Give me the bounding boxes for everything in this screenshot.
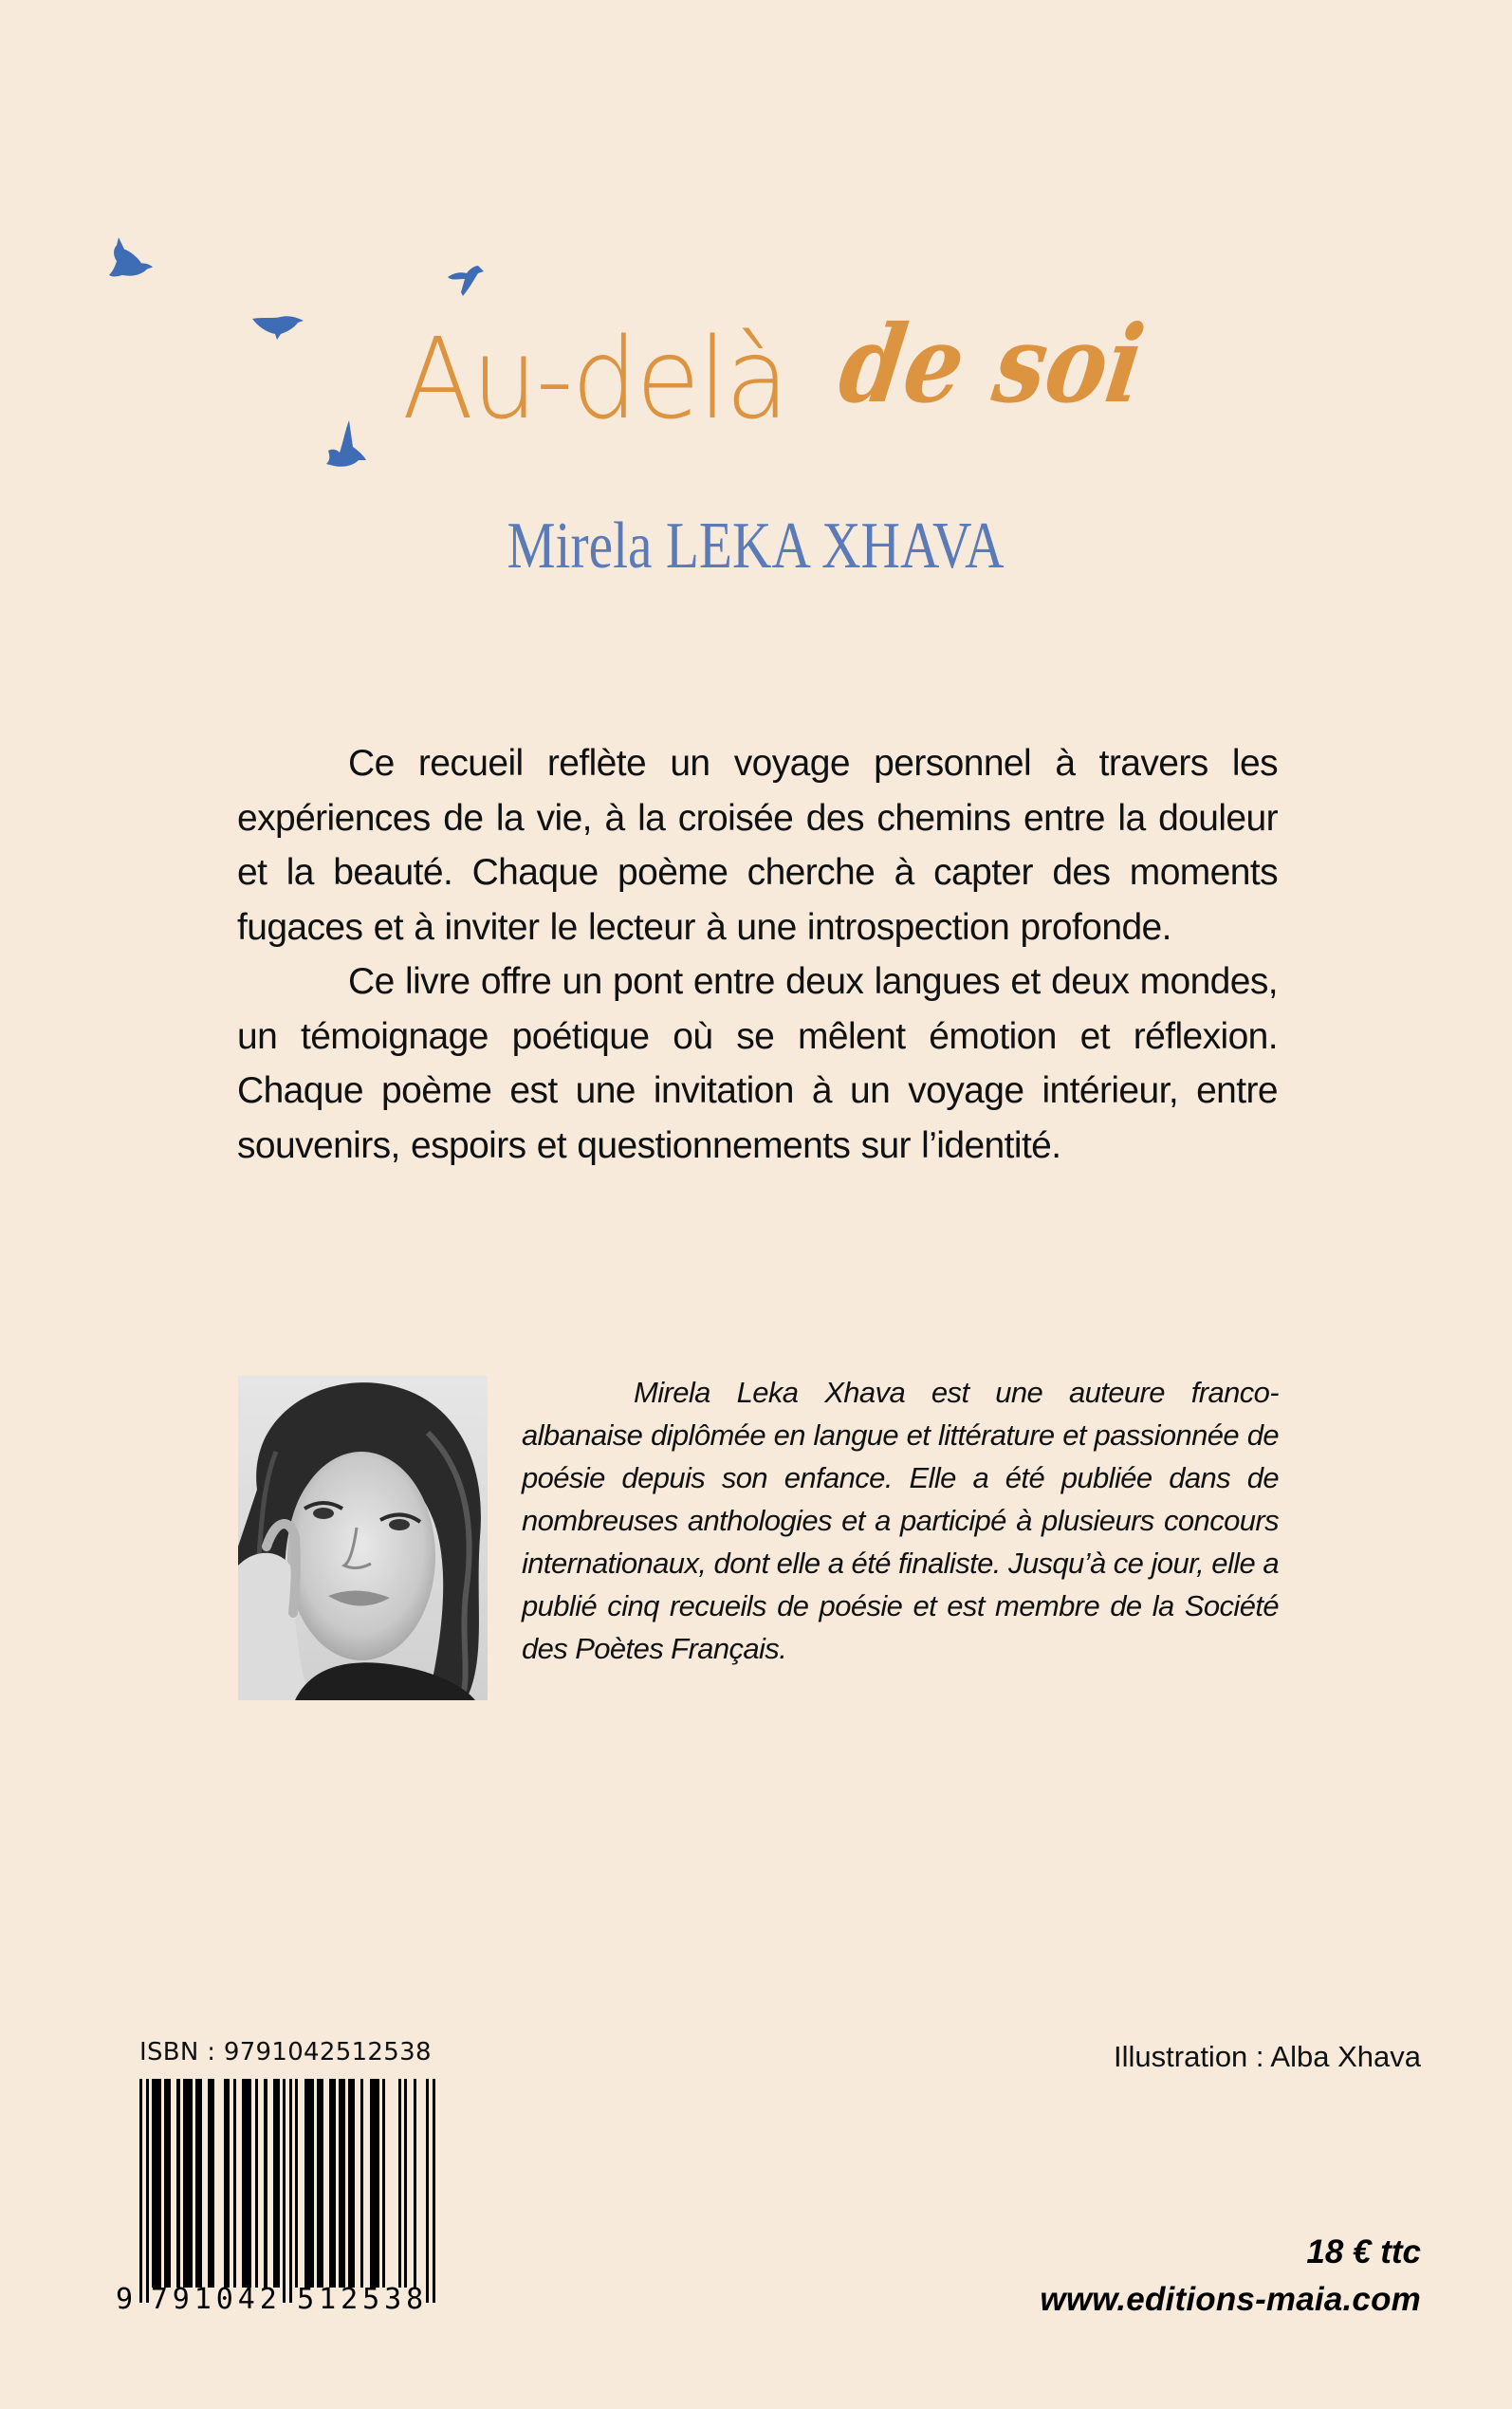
barcode-digit: 4 <box>237 2283 255 2316</box>
barcode-bar <box>433 2079 435 2303</box>
bird-icon <box>326 420 366 468</box>
barcode-bar <box>195 2079 202 2288</box>
bird-icon <box>252 315 304 340</box>
barcode-bar <box>382 2079 385 2288</box>
barcode-bar <box>329 2079 336 2288</box>
author-name-text: Mirela LEKA XHAVA <box>507 510 1005 583</box>
barcode-digit: 5 <box>297 2283 315 2316</box>
bird-icon <box>109 235 153 277</box>
barcode-bar <box>242 2079 251 2288</box>
barcode-digit: 3 <box>384 2283 402 2316</box>
back-cover-blurb <box>237 736 1278 1173</box>
barcode-digit: 8 <box>406 2283 424 2316</box>
price: 18 € ttc <box>1306 2233 1421 2270</box>
barcode-bar <box>426 2079 429 2303</box>
barcode-bar <box>224 2079 230 2288</box>
barcode-bar <box>264 2079 267 2288</box>
barcode-bar <box>273 2079 280 2288</box>
barcode-digit: 1 <box>319 2283 337 2316</box>
barcode-bar <box>398 2079 401 2288</box>
barcode-bar <box>289 2079 292 2303</box>
author-bio-text: Mirela Leka Xhava est une auteure franco-albanaise diplômée en langue et littérature et passionnée de poésie depuis son enfance. Elle a été publiée dans de nombreuses anthologies et a participé à plusieurs concours internationaux, dont elle a été finaliste. Jusqu’à ce jour, elle a publié cinq recueils de poésie et est membre de la Société des Poètes Français. <box>522 1376 1279 1665</box>
barcode-bar <box>146 2079 149 2303</box>
publisher-website[interactable]: www.editions-maia.com <box>1040 2281 1421 2318</box>
author-name <box>0 509 1512 584</box>
isbn-label: ISBN : 9791042512538 <box>139 2038 432 2066</box>
barcode-bar <box>348 2079 355 2288</box>
barcode-digit: 2 <box>341 2283 359 2316</box>
author-bio <box>522 1371 1279 1670</box>
barcode-digit: 0 <box>215 2283 233 2316</box>
barcode-bar <box>183 2079 193 2288</box>
barcode-bar <box>283 2079 286 2303</box>
barcode-bar <box>370 2079 379 2288</box>
isbn-barcode <box>139 2079 435 2303</box>
barcode-bar <box>255 2079 258 2288</box>
portrait-image <box>238 1376 488 1700</box>
barcode-digit: 7 <box>150 2283 168 2316</box>
barcode-digit: 2 <box>259 2283 277 2316</box>
barcode-bar <box>176 2079 179 2288</box>
bird-icon <box>448 266 484 296</box>
book-title-main: Au-delà <box>402 313 788 444</box>
barcode-bar <box>304 2079 314 2288</box>
barcode-bar <box>404 2079 407 2288</box>
barcode-bar <box>317 2079 323 2288</box>
barcode-bar <box>152 2079 161 2288</box>
barcode-bar <box>360 2079 363 2288</box>
blurb-paragraph-1: Ce recueil reflète un voyage personnel à travers les expériences de la vie, à la croisée des chemins entre la douleur et la beauté. Chaque poème cherche à capter des moments fugaces et à inviter le lecteur à une introspection profonde. <box>237 743 1278 948</box>
barcode-digit: 9 <box>115 2283 134 2316</box>
author-photo <box>238 1376 488 1700</box>
barcode-bar <box>233 2079 236 2288</box>
barcode-bar <box>139 2079 142 2303</box>
barcode-bar <box>295 2079 298 2288</box>
illustration-credit: Illustration : Alba Xhava <box>1114 2040 1421 2073</box>
book-title-script: de soi <box>832 303 1152 427</box>
barcode-digit: 1 <box>194 2283 212 2316</box>
barcode-bar <box>208 2079 214 2288</box>
barcode-bar <box>414 2079 416 2288</box>
barcode-bar <box>339 2079 345 2288</box>
barcode-digit: 5 <box>362 2283 380 2316</box>
blurb-paragraph-2: Ce livre offre un pont entre deux langues et deux mondes, un témoignage poétique où se mêlent émotion et réflexion. Chaque poème est une invitation à un voyage intérieur, entre souvenirs, espoirs et questionnements sur l’identité. <box>237 961 1278 1166</box>
barcode-bar <box>164 2079 171 2288</box>
barcode-digit: 9 <box>172 2283 190 2316</box>
